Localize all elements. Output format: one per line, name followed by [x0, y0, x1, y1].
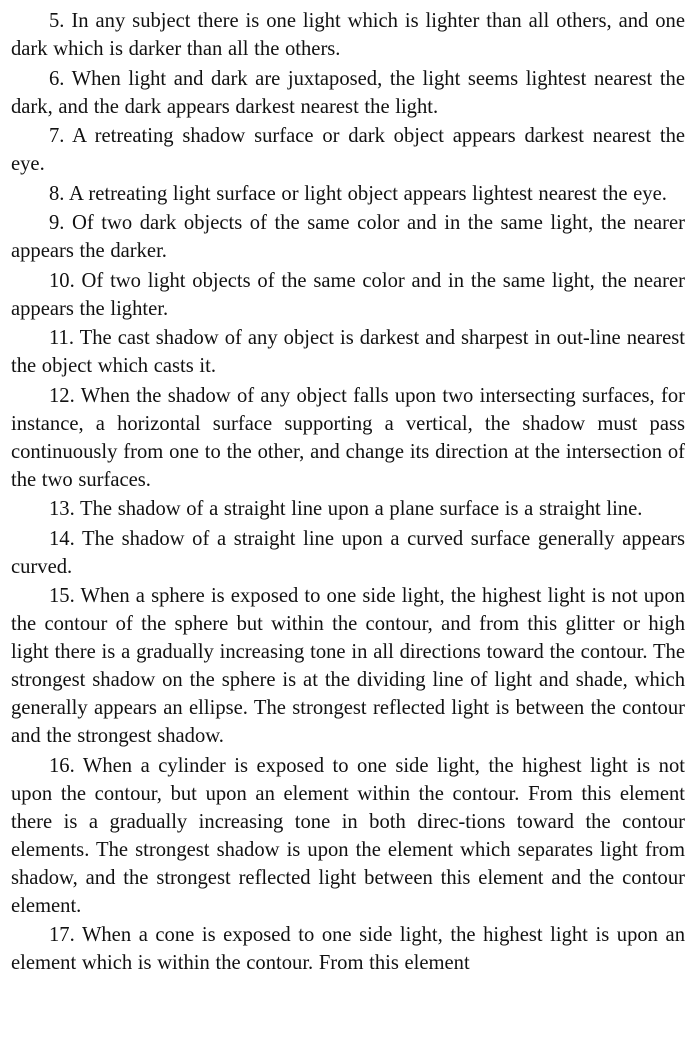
- rule-text: When the shadow of any object falls upon two intersecting surfaces, for instance, a horizontal surface supporting a vertical, the shadow must pass continuously from one to the other, and change its direction at the intersection of the two surfaces.: [11, 384, 685, 491]
- rule-text: A retreating light surface or light object appears lightest nearest the eye.: [68, 182, 667, 205]
- rule-number: 10.: [49, 269, 75, 292]
- rule-number: 9.: [49, 212, 65, 234]
- rule-number: 16.: [49, 754, 75, 777]
- rule-11: [11, 324, 685, 380]
- rule-number: 14.: [49, 527, 75, 550]
- rule-text: When a sphere is exposed to one side light, the highest light is not upon the contour of the sphere but within the contour, and from this glitter or high light there is a gradually increasing tone in all directions toward the contour. The strongest shadow on the sphere is at the dividing line of light and shade, which generally appears an ellipse. The strongest reflected light is between the contour and the strongest shadow.: [11, 585, 685, 747]
- rule-9: [11, 209, 685, 265]
- rule-text: The shadow of a straight line upon a curved surface generally appears curved.: [11, 527, 685, 578]
- rule-8: [11, 180, 685, 208]
- rule-text: The shadow of a straight line upon a plane surface is a straight line.: [80, 498, 643, 520]
- rule-number: 17.: [49, 924, 75, 946]
- rule-number: 13.: [49, 498, 75, 520]
- rule-15: [11, 582, 685, 750]
- rule-text: In any subject there is one light which is lighter than all others, and one dark which is darker than all the others.: [11, 10, 685, 60]
- rule-6: [11, 65, 685, 121]
- rule-text: When a cone is exposed to one side light, the highest light is upon an element which is within the contour. From this element: [11, 924, 685, 974]
- rule-number: 5.: [49, 10, 65, 32]
- rule-10: [11, 267, 685, 323]
- rule-text: The cast shadow of any object is darkest and sharpest in out-line nearest the object which casts it.: [11, 327, 686, 377]
- document-page: [11, 7, 685, 979]
- rule-number: 8.: [49, 182, 65, 205]
- rule-number: 7.: [49, 125, 65, 147]
- rule-13: [11, 495, 685, 523]
- rule-text: Of two light objects of the same color and in the same light, the nearer appears the lighter.: [11, 269, 685, 320]
- rule-14: [11, 525, 685, 581]
- rule-number: 12.: [49, 384, 75, 407]
- rule-7: [11, 122, 685, 178]
- rule-text: Of two dark objects of the same color and in the same light, the nearer appears the darker.: [11, 212, 685, 262]
- rule-17: [11, 921, 685, 977]
- rule-number: 15.: [49, 585, 75, 607]
- rule-5: [11, 7, 685, 63]
- rule-16: [11, 752, 685, 920]
- rule-number: 6.: [49, 67, 65, 90]
- rule-text: When light and dark are juxtaposed, the light seems lightest nearest the dark, and the dark appears darkest nearest the light.: [11, 67, 685, 118]
- rule-number: 11.: [49, 327, 74, 349]
- rule-12: [11, 382, 685, 494]
- rule-text: A retreating shadow surface or dark object appears darkest nearest the eye.: [11, 125, 686, 175]
- rule-text: When a cylinder is exposed to one side light, the highest light is not upon the contour, but upon an element within the contour. From this element there is a gradually increasing tone in both direc-tions toward the contour elements. The strongest shadow is upon the element which separates light from shadow, and the strongest reflected light between this element and the contour element.: [11, 754, 685, 917]
